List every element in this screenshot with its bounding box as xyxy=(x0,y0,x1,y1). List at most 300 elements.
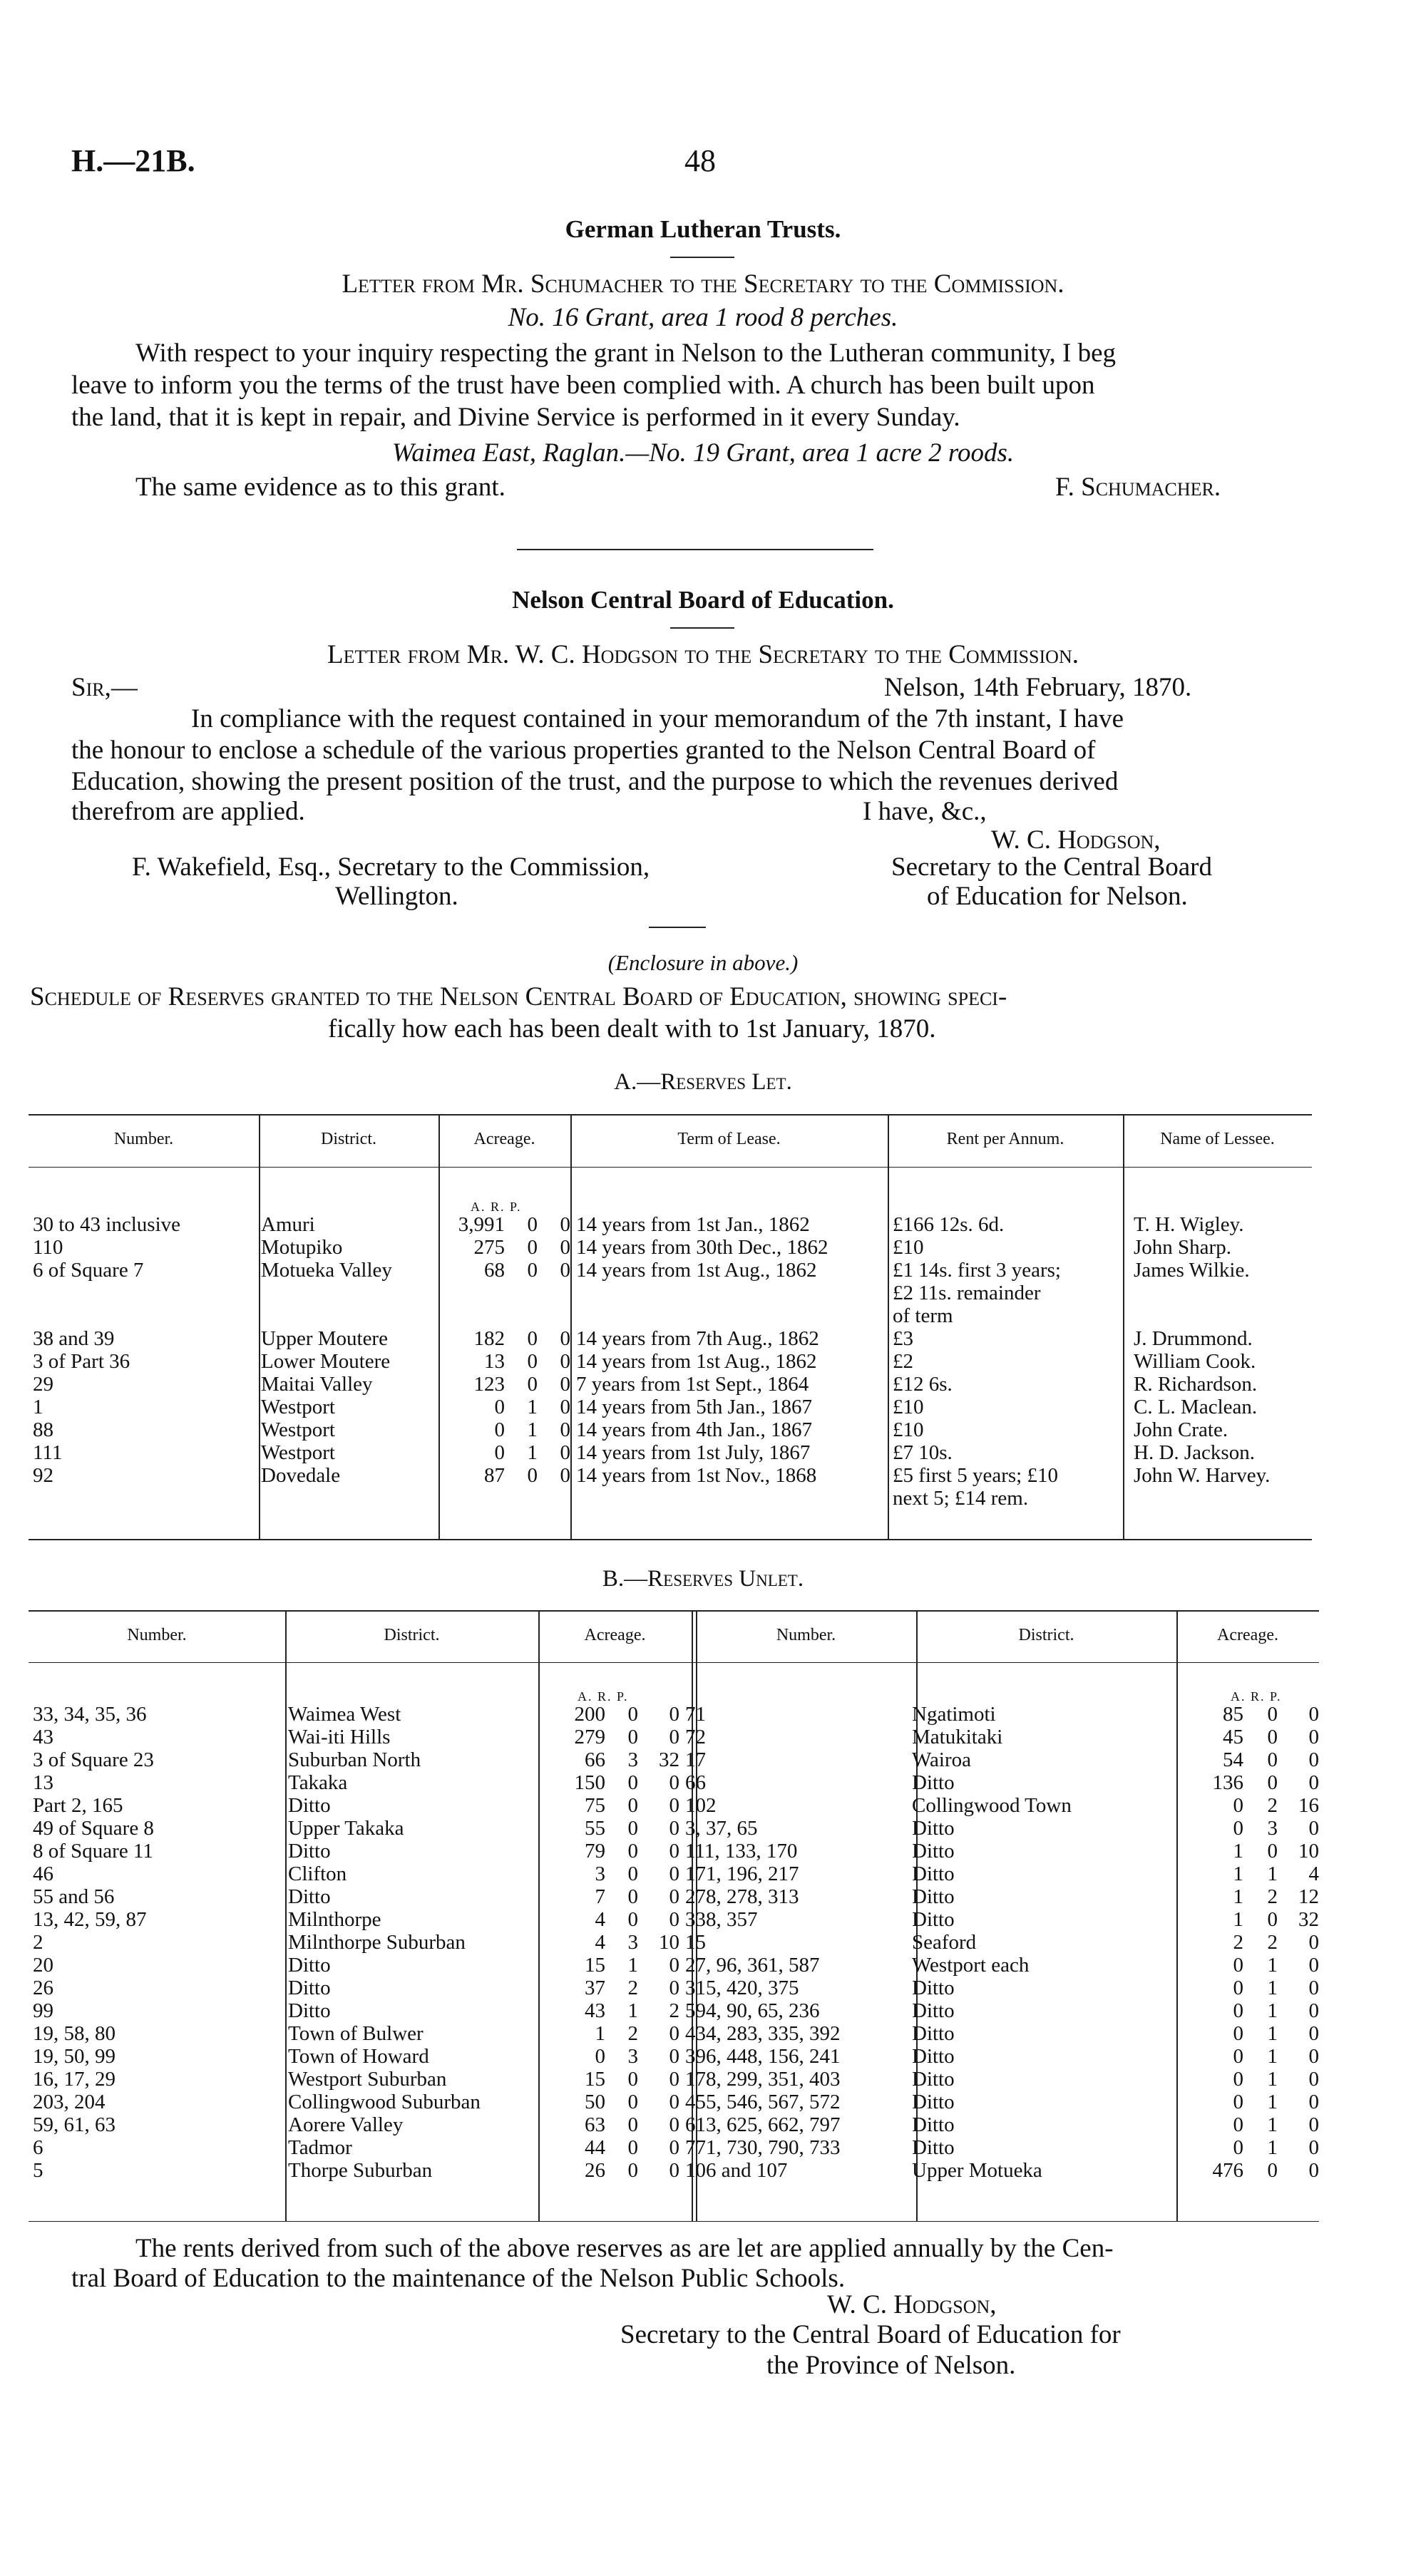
footer-title: the Province of Nelson. xyxy=(766,2351,1016,2380)
table-cell: 1 xyxy=(627,1954,638,1977)
table-cell: 2 xyxy=(1267,1794,1278,1817)
table-cell: 0 xyxy=(1308,1771,1319,1794)
table-b-header-district-2: District. xyxy=(1018,1626,1074,1644)
table-b-header-acreage-2: Acreage. xyxy=(1217,1626,1278,1644)
table-cell: 150 xyxy=(574,1771,605,1794)
divider xyxy=(670,257,734,258)
table-cell: 0 xyxy=(669,2045,679,2068)
table-cell: 0 xyxy=(627,1794,638,1817)
table-cell: 44 xyxy=(585,2136,605,2159)
table-cell: Clifton xyxy=(288,1863,347,1885)
place-date: Nelson, 14th February, 1870. xyxy=(884,673,1192,702)
table-cell: Westport Suburban xyxy=(288,2068,447,2091)
table-cell: Ditto xyxy=(912,2068,955,2091)
table-cell: Westport xyxy=(261,1441,335,1464)
table-cell: 1 xyxy=(1233,1840,1243,1863)
table-cell: 0 xyxy=(527,1259,538,1282)
table-cell: 92 xyxy=(33,1464,53,1487)
table-cell: 63 xyxy=(585,2113,605,2136)
table-cell: 88 xyxy=(33,1418,53,1441)
table-cell: 15 xyxy=(585,2068,605,2091)
german-evidence: The same evidence as to this grant. xyxy=(135,473,506,502)
table-b-header-number-2: Number. xyxy=(776,1626,836,1644)
table-cell: 0 xyxy=(627,2113,638,2136)
table-cell: 0 xyxy=(627,1771,638,1794)
table-cell: 8 of Square 11 xyxy=(33,1840,153,1863)
table-cell: 0 xyxy=(669,2022,679,2045)
table-cell: Wai-iti Hills xyxy=(288,1726,391,1748)
table-cell: Milnthorpe Suburban xyxy=(288,1931,466,1954)
table-row xyxy=(30,2159,1322,2182)
table-cell: 79 xyxy=(585,1840,605,1863)
table-cell: 37 xyxy=(585,1977,605,1999)
table-cell: 0 xyxy=(527,1373,538,1396)
table-cell: Suburban North xyxy=(288,1748,421,1771)
table-cell: Amuri xyxy=(261,1213,315,1236)
table-cell: £1 14s. first 3 years; xyxy=(893,1259,1061,1282)
table-cell: 0 xyxy=(669,2068,679,2091)
table-cell xyxy=(573,1304,890,1327)
table-cell xyxy=(258,1487,443,1510)
table-cell: 0 xyxy=(1233,1817,1243,1840)
schedule-title: fically how each has been dealt with to 1st January, 1870. xyxy=(328,1014,936,1044)
signer-title: Secretary to the Central Board xyxy=(891,852,1212,882)
table-cell: 594, 90, 65, 236 xyxy=(685,1999,820,2022)
table-row xyxy=(30,2113,1322,2136)
table-row xyxy=(30,1304,1315,1327)
table-cell: 200 xyxy=(574,1703,605,1726)
table-cell: 75 xyxy=(585,1794,605,1817)
table-cell: 32 xyxy=(659,1748,679,1771)
table-a-header-term: Term of Lease. xyxy=(677,1130,781,1148)
table-cell: 10 xyxy=(1298,1840,1319,1863)
table-cell: 1 xyxy=(1267,1999,1278,2022)
table-cell: 1 xyxy=(627,1999,638,2022)
table-cell: 14 years from 1st Nov., 1868 xyxy=(576,1464,817,1487)
table-cell: 0 xyxy=(560,1373,570,1396)
table-b-header-rule xyxy=(29,1662,1319,1663)
table-cell xyxy=(30,1304,258,1327)
table-cell: 0 xyxy=(627,2068,638,2091)
table-cell: 0 xyxy=(669,1840,679,1863)
table-cell: 30 to 43 inclusive xyxy=(33,1213,181,1236)
table-cell: 0 xyxy=(669,1908,679,1931)
table-cell: 1 xyxy=(527,1441,538,1464)
table-cell: 99 xyxy=(33,1999,53,2022)
table-cell: 0 xyxy=(627,1726,638,1748)
table-cell xyxy=(258,1304,443,1327)
salutation: Sir,— xyxy=(71,673,138,702)
table-cell: H. D. Jackson. xyxy=(1134,1441,1255,1464)
table-cell: 4 xyxy=(1308,1863,1319,1885)
table-cell: 27, 96, 361, 587 xyxy=(685,1954,820,1977)
table-cell: 0 xyxy=(669,2136,679,2159)
table-row xyxy=(30,1418,1315,1441)
table-cell: 16, 17, 29 xyxy=(33,2068,116,2091)
table-cell: 0 xyxy=(1308,2045,1319,2068)
table-cell xyxy=(443,1487,508,1510)
nelson-body-line: therefrom are applied. xyxy=(71,797,305,826)
table-cell: 14 years from 30th Dec., 1862 xyxy=(576,1236,828,1259)
table-cell: 0 xyxy=(494,1396,505,1418)
table-cell: 0 xyxy=(1233,2068,1243,2091)
table-cell: Ditto xyxy=(912,1840,955,1863)
table-cell: Collingwood Suburban xyxy=(288,2091,481,2113)
table-cell xyxy=(540,1487,573,1510)
table-cell: 10 xyxy=(659,1931,679,1954)
table-a-bottom-rule xyxy=(29,1539,1312,1540)
table-cell: 68 xyxy=(484,1259,505,1282)
table-cell: 14 years from 5th Jan., 1867 xyxy=(576,1396,813,1418)
table-cell: C. L. Maclean. xyxy=(1134,1396,1258,1418)
table-cell: Ditto xyxy=(912,1771,955,1794)
table-cell xyxy=(443,1282,508,1304)
table-cell: 13 xyxy=(33,1771,53,1794)
table-row xyxy=(30,2022,1322,2045)
page-number: 48 xyxy=(684,143,716,178)
table-cell: next 5; £14 rem. xyxy=(893,1487,1029,1510)
table-cell: 111, 133, 170 xyxy=(685,1840,798,1863)
table-row xyxy=(30,1794,1322,1817)
table-cell: £10 xyxy=(893,1396,924,1418)
divider xyxy=(649,927,706,928)
table-cell: 123 xyxy=(473,1373,505,1396)
table-cell: 0 xyxy=(1233,1954,1243,1977)
table-cell: 1 xyxy=(527,1418,538,1441)
table-cell xyxy=(258,1282,443,1304)
table-cell: 13 xyxy=(484,1350,505,1373)
footer-title: Secretary to the Central Board of Education for xyxy=(620,2320,1121,2349)
table-cell: 33, 34, 35, 36 xyxy=(33,1703,147,1726)
table-cell: John W. Harvey. xyxy=(1134,1464,1271,1487)
table-cell: 85 xyxy=(1223,1703,1243,1726)
table-cell: 278, 278, 313 xyxy=(685,1885,799,1908)
table-cell xyxy=(30,1487,258,1510)
table-cell: 455, 546, 567, 572 xyxy=(685,2091,841,2113)
table-cell: 0 xyxy=(1233,1977,1243,1999)
table-cell: 0 xyxy=(560,1350,570,1373)
table-cell: 0 xyxy=(1308,1726,1319,1748)
table-cell: 2 xyxy=(1267,1885,1278,1908)
table-b-body xyxy=(30,1703,1322,2182)
footer-line: tral Board of Education to the maintenance of the Nelson Public Schools. xyxy=(71,2264,846,2293)
table-cell: 55 and 56 xyxy=(33,1885,115,1908)
table-cell: 476 xyxy=(1212,2159,1243,2182)
table-cell: £5 first 5 years; £10 xyxy=(893,1464,1058,1487)
table-cell: John Sharp. xyxy=(1134,1236,1231,1259)
table-row xyxy=(30,1213,1315,1236)
table-cell: 0 xyxy=(669,2113,679,2136)
table-cell: 15 xyxy=(685,1931,706,1954)
document-code: H.—21B. xyxy=(71,143,195,178)
table-cell: 0 xyxy=(560,1396,570,1418)
table-cell: Matukitaki xyxy=(912,1726,1003,1748)
table-row xyxy=(30,1396,1315,1418)
table-cell: 0 xyxy=(669,1885,679,1908)
table-cell: 0 xyxy=(527,1213,538,1236)
table-b-header-district: District. xyxy=(384,1626,440,1644)
table-cell: 0 xyxy=(669,1863,679,1885)
table-cell: of term xyxy=(893,1304,953,1327)
german-body-line: the land, that it is kept in repair, and Divine Service is performed in it every Sunday. xyxy=(71,403,960,432)
table-cell: 0 xyxy=(627,1817,638,1840)
table-cell: Town of Howard xyxy=(288,2045,429,2068)
table-cell: 0 xyxy=(627,1703,638,1726)
table-cell: 0 xyxy=(1233,2045,1243,2068)
table-cell: 19, 58, 80 xyxy=(33,2022,116,2045)
table-cell: 7 years from 1st Sept., 1864 xyxy=(576,1373,809,1396)
table-cell: 1 xyxy=(595,2022,605,2045)
table-cell: Westport xyxy=(261,1396,335,1418)
table-cell: 0 xyxy=(1233,2022,1243,2045)
table-a-header-lessee: Name of Lessee. xyxy=(1160,1130,1275,1148)
table-a-top-rule xyxy=(29,1114,1312,1116)
table-cell: 1 xyxy=(1267,2068,1278,2091)
table-cell: J. Drummond. xyxy=(1134,1327,1253,1350)
table-cell: 59, 61, 63 xyxy=(33,2113,116,2136)
table-cell: 0 xyxy=(669,1726,679,1748)
table-cell: 2 xyxy=(627,1977,638,1999)
german-heading: German Lutheran Trusts. xyxy=(565,215,841,243)
table-cell xyxy=(573,1282,890,1304)
closing: I have, &c., xyxy=(863,797,987,826)
table-b-top-rule xyxy=(29,1610,1319,1612)
table-cell: Ditto xyxy=(912,2136,955,2159)
table-cell: 13, 42, 59, 87 xyxy=(33,1908,147,1931)
schedule-title: Schedule of Reserves granted to the Nelson Central Board of Education, showing speci- xyxy=(30,982,1007,1011)
table-cell: Westport each xyxy=(912,1954,1030,1977)
table-cell: 0 xyxy=(1233,2091,1243,2113)
table-row xyxy=(30,1863,1322,1885)
table-cell: 3 xyxy=(627,2045,638,2068)
table-row xyxy=(30,1441,1315,1464)
table-cell: 0 xyxy=(527,1236,538,1259)
table-cell: 54 xyxy=(1223,1748,1243,1771)
table-cell: 0 xyxy=(1308,2113,1319,2136)
table-cell: Ditto xyxy=(912,2091,955,2113)
table-cell: Waimea West xyxy=(288,1703,401,1726)
table-cell: 1 xyxy=(1267,2136,1278,2159)
table-cell: 771, 730, 790, 733 xyxy=(685,2136,841,2159)
table-cell: Dovedale xyxy=(261,1464,341,1487)
table-row xyxy=(30,1999,1322,2022)
table-cell: 0 xyxy=(1267,2159,1278,2182)
table-cell: 2 xyxy=(627,2022,638,2045)
table-cell: 3 xyxy=(595,1863,605,1885)
table-cell: £10 xyxy=(893,1418,924,1441)
table-cell: 43 xyxy=(33,1726,53,1748)
table-cell: 15 xyxy=(585,1954,605,1977)
table-row xyxy=(30,1350,1315,1373)
table-row xyxy=(30,2045,1322,2068)
table-cell: 1 xyxy=(1267,2045,1278,2068)
table-cell: 0 xyxy=(1233,2113,1243,2136)
table-cell: 1 xyxy=(1233,1863,1243,1885)
table-cell: Thorpe Suburban xyxy=(288,2159,433,2182)
table-cell: 1 xyxy=(1267,2022,1278,2045)
footer-line: The rents derived from such of the above reserves as are let are applied annually by the Cen- xyxy=(135,2234,1114,2263)
table-cell: Collingwood Town xyxy=(912,1794,1072,1817)
table-cell: 1 xyxy=(1267,1977,1278,1999)
table-cell: 0 xyxy=(627,2091,638,2113)
table-cell: £12 6s. xyxy=(893,1373,953,1396)
table-cell: Ditto xyxy=(912,1908,955,1931)
table-cell: 3 of Square 23 xyxy=(33,1748,154,1771)
table-cell: Ditto xyxy=(288,1840,331,1863)
table-cell: 0 xyxy=(595,2045,605,2068)
table-cell: 0 xyxy=(527,1464,538,1487)
table-cell: 203, 204 xyxy=(33,2091,106,2113)
table-cell: 0 xyxy=(527,1350,538,1373)
table-cell: Ditto xyxy=(288,1977,331,1999)
table-cell: 19, 50, 99 xyxy=(33,2045,116,2068)
table-cell: 1 xyxy=(1267,2113,1278,2136)
table-cell: 45 xyxy=(1223,1726,1243,1748)
table-cell: 55 xyxy=(585,1817,605,1840)
table-cell: 0 xyxy=(1308,2091,1319,2113)
table-cell: 0 xyxy=(669,1954,679,1977)
table-cell: 87 xyxy=(484,1464,505,1487)
table-cell: Part 2, 165 xyxy=(33,1794,123,1817)
table-cell: 3 xyxy=(627,1748,638,1771)
table-cell: 434, 283, 335, 392 xyxy=(685,2022,841,2045)
table-row xyxy=(30,2068,1322,2091)
table-cell: 171, 196, 217 xyxy=(685,1863,799,1885)
table-cell: Wairoa xyxy=(912,1748,972,1771)
table-a-header-acreage: Acreage. xyxy=(473,1130,535,1148)
table-cell: £7 10s. xyxy=(893,1441,953,1464)
table-cell: 0 xyxy=(1267,1908,1278,1931)
table-cell: 0 xyxy=(1308,2159,1319,2182)
table-cell xyxy=(573,1487,890,1510)
table-cell: 0 xyxy=(627,2159,638,2182)
table-cell: 111 xyxy=(33,1441,63,1464)
table-cell: Ditto xyxy=(912,2022,955,2045)
table-cell: Ditto xyxy=(912,2045,955,2068)
table-cell: 0 xyxy=(669,1771,679,1794)
table-cell: 0 xyxy=(1308,1817,1319,1840)
table-cell: 17 xyxy=(685,1748,706,1771)
table-cell: 4 xyxy=(595,1908,605,1931)
table-cell: Lower Moutere xyxy=(261,1350,391,1373)
table-row xyxy=(30,1817,1322,1840)
table-cell: Motupiko xyxy=(261,1236,343,1259)
table-cell: 0 xyxy=(669,1817,679,1840)
table-cell: 1 xyxy=(33,1396,43,1418)
section-divider xyxy=(517,549,873,550)
table-cell: 2 xyxy=(33,1931,43,1954)
table-cell: 43 xyxy=(585,1999,605,2022)
table-cell: 20 xyxy=(33,1954,53,1977)
table-cell: 136 xyxy=(1212,1771,1243,1794)
table-cell: 0 xyxy=(1308,1703,1319,1726)
table-cell: 0 xyxy=(1233,1999,1243,2022)
table-b-header-acreage: Acreage. xyxy=(584,1626,646,1644)
table-cell: 1 xyxy=(1233,1885,1243,1908)
table-cell: 7 xyxy=(595,1885,605,1908)
table-cell: 0 xyxy=(560,1441,570,1464)
table-cell: Ditto xyxy=(288,1794,331,1817)
table-cell: 12 xyxy=(1298,1885,1319,1908)
table-cell: 72 xyxy=(685,1726,706,1748)
table-cell: 6 of Square 7 xyxy=(33,1259,144,1282)
table-cell: 110 xyxy=(33,1236,63,1259)
table-cell: John Crate. xyxy=(1134,1418,1228,1441)
table-cell: 0 xyxy=(1308,1999,1319,2022)
table-cell: 2 xyxy=(1267,1931,1278,1954)
table-cell: 102 xyxy=(685,1794,717,1817)
table-cell: Milnthorpe xyxy=(288,1908,381,1931)
table-cell: 3 xyxy=(627,1931,638,1954)
table-cell xyxy=(508,1304,540,1327)
table-cell: 613, 625, 662, 797 xyxy=(685,2113,841,2136)
table-cell: Ditto xyxy=(288,1885,331,1908)
table-cell xyxy=(540,1282,573,1304)
table-cell: 0 xyxy=(1308,2068,1319,2091)
table-cell: 0 xyxy=(1267,1840,1278,1863)
table-row xyxy=(30,1771,1322,1794)
nelson-body-line: Education, showing the present position of the trust, and the purpose to which the revenues derived xyxy=(71,767,1119,796)
table-b-bottom-rule xyxy=(29,2221,1319,2222)
table-cell: James Wilkie. xyxy=(1134,1259,1250,1282)
table-cell: Seaford xyxy=(912,1931,977,1954)
table-cell: 0 xyxy=(1308,1748,1319,1771)
table-cell: £2 xyxy=(893,1350,913,1373)
table-cell: 0 xyxy=(1233,1794,1243,1817)
table-cell: £3 xyxy=(893,1327,913,1350)
table-cell: 0 xyxy=(627,1840,638,1863)
table-cell: 0 xyxy=(494,1418,505,1441)
table-cell: 0 xyxy=(1267,1748,1278,1771)
table-row xyxy=(30,1259,1315,1282)
table-row xyxy=(30,2091,1322,2113)
table-cell: Town of Bulwer xyxy=(288,2022,424,2045)
table-cell: 0 xyxy=(1308,1954,1319,1977)
table-cell: 0 xyxy=(1308,2022,1319,2045)
table-cell: 0 xyxy=(627,2136,638,2159)
table-cell: 0 xyxy=(560,1418,570,1441)
addressee-line: F. Wakefield, Esq., Secretary to the Commission, xyxy=(132,852,650,882)
table-cell: R. Richardson. xyxy=(1134,1373,1258,1396)
table-cell: Tadmor xyxy=(288,2136,352,2159)
table-cell: 0 xyxy=(560,1236,570,1259)
table-cell: 315, 420, 375 xyxy=(685,1977,799,1999)
table-cell: Ditto xyxy=(912,1999,955,2022)
table-cell: 182 xyxy=(473,1327,505,1350)
signer-title: of Education for Nelson. xyxy=(927,882,1188,911)
table-cell: 1 xyxy=(1233,1908,1243,1931)
table-cell: 0 xyxy=(494,1441,505,1464)
table-cell: 0 xyxy=(1267,1726,1278,1748)
table-cell: 46 xyxy=(33,1863,53,1885)
table-row xyxy=(30,1977,1322,1999)
table-cell: 14 years from 1st Aug., 1862 xyxy=(576,1259,817,1282)
table-cell: 32 xyxy=(1298,1908,1319,1931)
table-cell: 5 xyxy=(33,2159,43,2182)
german-body-line: With respect to your inquiry respecting the grant in Nelson to the Lutheran community, I beg xyxy=(135,339,1117,368)
nelson-heading: Nelson Central Board of Education. xyxy=(512,586,894,614)
table-cell: 16 xyxy=(1298,1794,1319,1817)
table-cell: 0 xyxy=(627,1908,638,1931)
table-cell: 71 xyxy=(685,1703,706,1726)
table-cell: 275 xyxy=(473,1236,505,1259)
table-b-header-number: Number. xyxy=(127,1626,187,1644)
acreage-units: A. R. P. xyxy=(1231,1689,1282,1704)
table-cell: Takaka xyxy=(288,1771,348,1794)
table-cell: 0 xyxy=(560,1213,570,1236)
table-row xyxy=(30,1373,1315,1396)
signer: W. C. Hodgson, xyxy=(991,825,1161,855)
